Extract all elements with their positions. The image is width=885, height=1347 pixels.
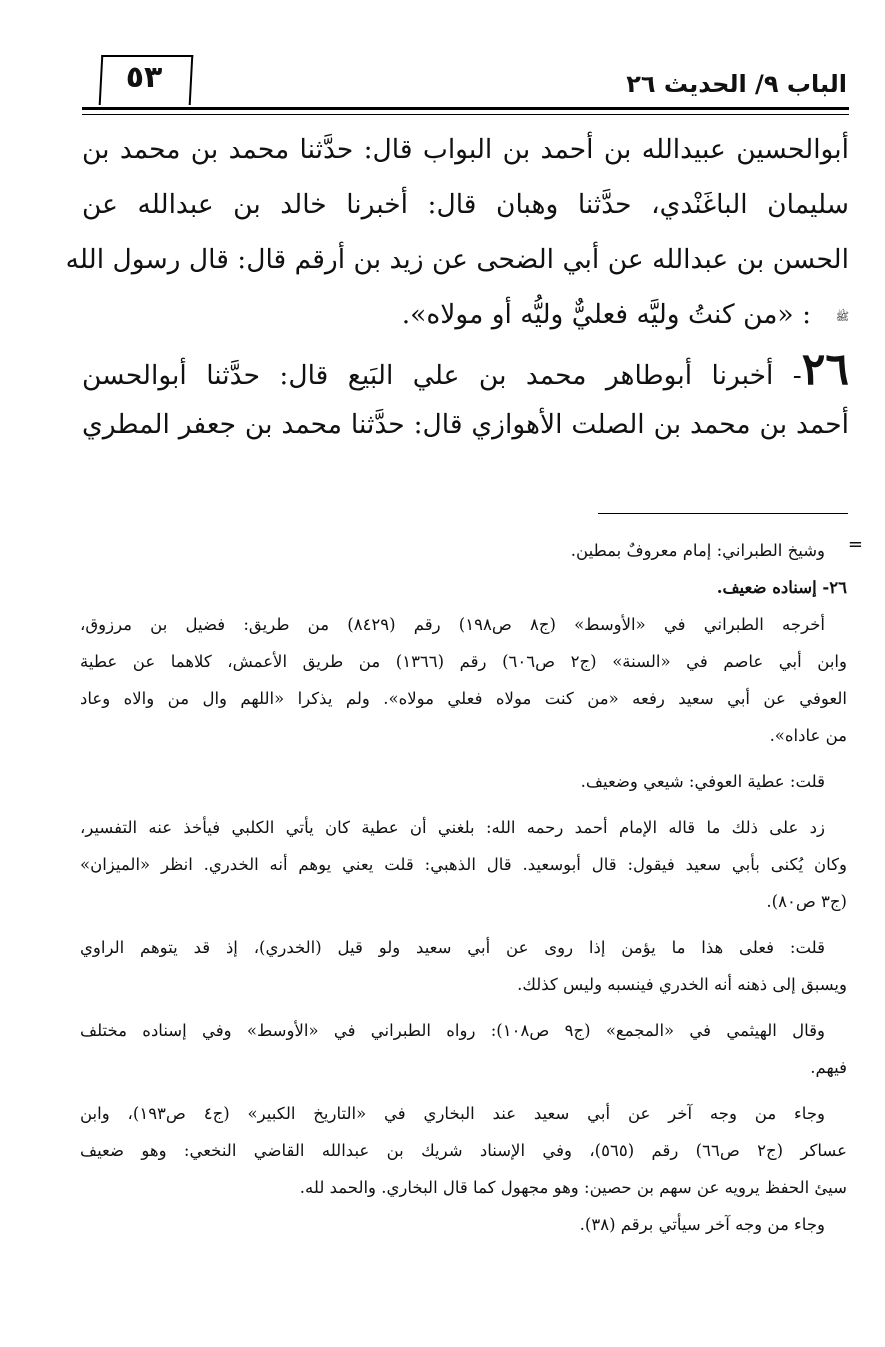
hadith-text: : «من كنتُ وليَّه فعليٌّ وليُّه أو مولاه». bbox=[401, 299, 811, 330]
footnote-line: وابن أبي عاصم في «السنة» (ج٢ ص٦٠٦) رقم (١٣٦٦) من طريق الأعمش، كلاهما عن عطية bbox=[80, 652, 847, 671]
main-line-4 bbox=[82, 287, 849, 342]
main-line-3: الحسن بن عبدالله عن أبي الضحى عن زيد بن أرقم قال: قال رسول الله bbox=[65, 244, 849, 275]
footnote-line: زد على ذلك ما قاله الإمام أحمد رحمه الله: بلغني أن عطية كان يأتي الكلبي فيأخذ عنه التفسير، bbox=[80, 818, 825, 837]
footnote-line: (ج٣ ص٨٠). bbox=[766, 892, 847, 911]
header-rule bbox=[82, 107, 849, 115]
footnote-separator bbox=[598, 513, 848, 514]
footnote-line: عساكر (ج٢ ص٦٦) رقم (٥٦٥)، وفي الإسناد شريك بن عبدالله القاضي النخعي: وهو ضعيف bbox=[80, 1141, 847, 1160]
footnote-line: وشيخ الطبراني: إمام معروفٌ بمطين. bbox=[570, 541, 825, 560]
main-line-5 bbox=[82, 342, 849, 397]
isnad-text: - أخبرنا أبوطاهر محمد بن علي البَيع قال: حدَّثنا أبوالحسن bbox=[82, 360, 802, 391]
footnotes bbox=[80, 532, 847, 1243]
main-line-1: أبوالحسين عبيدالله بن أحمد بن البواب قال: حدَّثنا محمد بن محمد بن bbox=[82, 134, 849, 165]
footnote-line: وكان يُكنى بأبي سعيد فيقول: قال أبوسعيد. قال الذهبي: قلت يعني يوهم أنه الخدري. انظر «الميزان» bbox=[80, 855, 847, 874]
chapter-header: الباب ٩/ الحديث ٢٦ bbox=[626, 70, 847, 98]
footnote-line: وجاء من وجه آخر سيأتي برقم (٣٨). bbox=[579, 1215, 825, 1234]
footnote-heading: ٢٦- إسناده ضعيف. bbox=[716, 578, 847, 597]
footnote-line: قلت: فعلى هذا ما يؤمن إذا روى عن أبي سعيد ولو قيل (الخدري)، إذ قد يتوهم الراوي bbox=[80, 938, 825, 957]
footnote-line: أخرجه الطبراني في «الأوسط» (ج٨ ص١٩٨) رقم (٨٤٢٩) من طريق: فضيل بن مرزوق، bbox=[80, 615, 825, 634]
footnote-line: ويسبق إلى ذهنه أنه الخدري فينسبه وليس كذلك. bbox=[517, 975, 847, 994]
footnote-line: وجاء من وجه آخر عن أبي سعيد عند البخاري في «التاريخ الكبير» (ج٤ ص١٩٣)، وابن bbox=[80, 1104, 826, 1123]
footnote-line: وقال الهيثمي في «المجمع» (ج٩ ص١٠٨): رواه الطبراني في «الأوسط» وفي إسناده مختلف bbox=[80, 1021, 826, 1040]
footnote-line: سيئ الحفظ يرويه عن سهم بن حصين: وهو مجهول كما قال البخاري. والحمد لله. bbox=[299, 1178, 847, 1197]
continuation-mark: = bbox=[847, 534, 863, 555]
main-text bbox=[65, 122, 849, 452]
salawat-glyph: ﷺ bbox=[835, 309, 849, 323]
footnote-line: فيهم. bbox=[810, 1058, 847, 1077]
footnote-line: قلت: عطية العوفي: شيعي وضعيف. bbox=[580, 772, 825, 791]
hadith-number: ٢٦ bbox=[801, 344, 849, 395]
main-line-2: سليمان الباغَنْدي، حدَّثنا وهبان قال: أخبرنا خالد بن عبدالله عن bbox=[82, 189, 849, 220]
page-number: ٥٣ bbox=[125, 60, 163, 95]
main-line-6: أحمد بن محمد بن الصلت الأهوازي قال: حدَّثنا محمد بن جعفر المطري bbox=[82, 409, 849, 440]
footnote-line: من عاداه». bbox=[769, 726, 847, 745]
footnote-line: العوفي عن أبي سعيد رفعه «من كنت مولاه فعلي مولاه». ولم يذكرا «اللهم وال من والاه وعاد bbox=[80, 689, 847, 708]
